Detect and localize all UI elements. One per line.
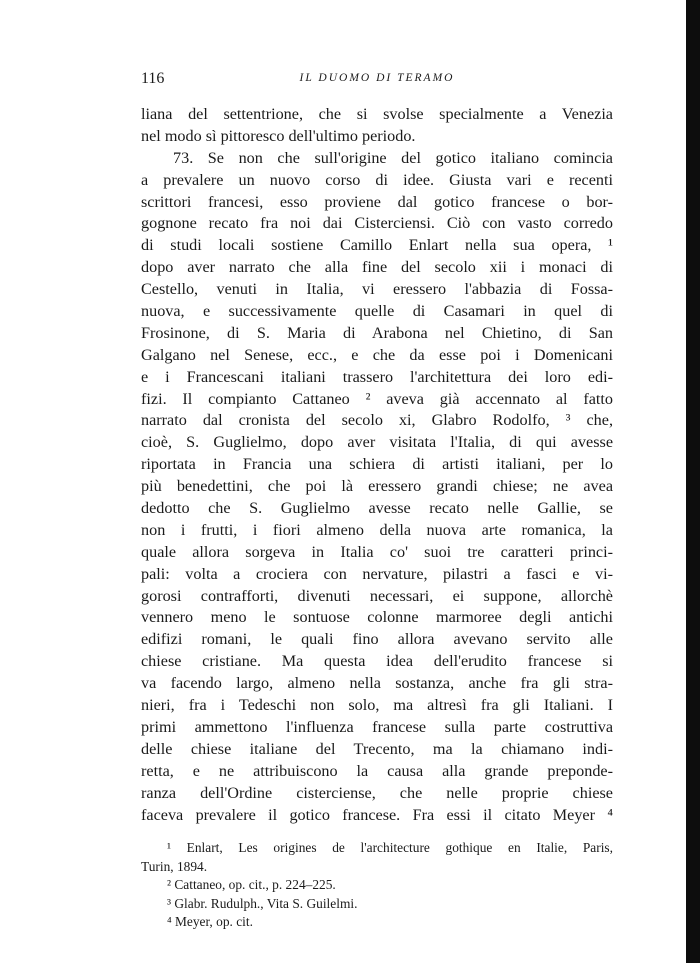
text-line: nieri, fra i Tedeschi non solo, ma altresì fra gli Italiani. I xyxy=(141,696,613,715)
text-line: ranza dell'Ordine cisterciense, che nelle proprie chiese xyxy=(141,783,613,802)
text-line: cioè, S. Guglielmo, dopo aver visitata l'Italia, di qui avesse xyxy=(141,433,613,452)
text-line: chiese cristiane. Ma questa idea dell'erudito francese si xyxy=(141,652,613,671)
footnote-1-continued: Turin, 1894. xyxy=(141,858,208,874)
body-text xyxy=(141,104,613,826)
text-line: nuova, e successivamente quelle di Casamari in quel di xyxy=(141,302,613,321)
text-line: nel modo sì pittoresco dell'ultimo periodo. xyxy=(141,126,416,145)
running-title: IL DUOMO DI TERAMO xyxy=(299,72,455,84)
text-line: delle chiese italiane del Trecento, ma la chiamano indi- xyxy=(141,739,613,758)
text-line: gorosi contrafforti, divenuti necessari, ei suppone, allorchè xyxy=(141,586,613,605)
text-line: vennero meno le sontuose colonne marmoree degli antichi xyxy=(141,608,613,627)
footnote-2: ² Cattaneo, op. cit., p. 224–225. xyxy=(167,877,336,893)
page xyxy=(141,66,613,931)
text-line: Galgano nel Senese, ecc., e che da esse poi i Domenicani xyxy=(141,345,613,364)
text-line: Cestello, venuti in Italia, vi eressero l'abbazia di Fossa- xyxy=(141,280,613,299)
text-line: e i Francescani italiani trassero l'architettura dei loro edi- xyxy=(141,367,613,386)
text-line: fizi. Il compianto Cattaneo ² aveva già accennato al fatto xyxy=(141,389,613,408)
text-line: primi ammettono l'influenza francese sulla parte costruttiva xyxy=(141,717,613,736)
page-number: 116 xyxy=(141,70,165,87)
text-line: narrato dal cronista del secolo xi, Glabro Rodolfo, ³ che, xyxy=(141,411,613,430)
text-line: riportata in Francia una schiera di artisti italiani, per lo xyxy=(141,455,613,474)
footnote-4: ⁴ Meyer, op. cit. xyxy=(167,913,253,929)
footnote-3: ³ Glabr. Rudulph., Vita S. Guilelmi. xyxy=(167,895,358,911)
footnotes xyxy=(141,839,613,931)
text-line: gognone recato fra noi dai Cisterciensi. Ciò con vasto corredo xyxy=(141,214,613,233)
text-line: va facendo largo, almeno nella sostanza, anche fra gli stra- xyxy=(141,674,613,693)
scan-edge xyxy=(686,0,700,963)
text-line: non i frutti, i fiori almeno della nuova arte romanica, la xyxy=(141,520,613,539)
text-line: di studi locali sostiene Camillo Enlart nella sua opera, ¹ xyxy=(141,236,613,255)
paragraph-start-line: 73. Se non che sull'origine del gotico italiano comincia xyxy=(173,148,613,167)
text-line: quale allora sorgeva in Italia co' suoi tre caratteri princi- xyxy=(141,542,613,561)
text-line: dedotto che S. Guglielmo avesse recato nelle Gallie, se xyxy=(141,499,613,518)
text-line: retta, e ne attribuiscono la causa alla grande preponde- xyxy=(141,761,613,780)
text-line: pali: volta a crociera con nervature, pilastri a fasci e vi- xyxy=(141,564,613,583)
text-line: edifizi romani, le quali fino allora avevano servito alle xyxy=(141,630,613,649)
text-line: Frosinone, di S. Maria di Arabona nel Chietino, di San xyxy=(141,323,613,342)
text-line: liana del settentrione, che si svolse specialmente a Venezia xyxy=(141,105,613,123)
text-line: dopo aver narrato che alla fine del secolo xii i monaci di xyxy=(141,258,613,277)
text-line: scrittori francesi, esso proviene dal gotico francese o bor- xyxy=(141,192,613,211)
text-line: a prevalere un nuovo corso di idee. Giusta vari e recenti xyxy=(141,170,613,189)
page-header xyxy=(141,66,613,92)
text-line: più benedettini, che poi là eressero grandi chiese; ne avea xyxy=(141,477,613,496)
text-line: faceva prevalere il gotico francese. Fra essi il citato Meyer ⁴ xyxy=(141,805,613,824)
footnote-1: ¹ Enlart, Les origines de l'architecture gothique en Italie, Paris, xyxy=(167,840,613,856)
